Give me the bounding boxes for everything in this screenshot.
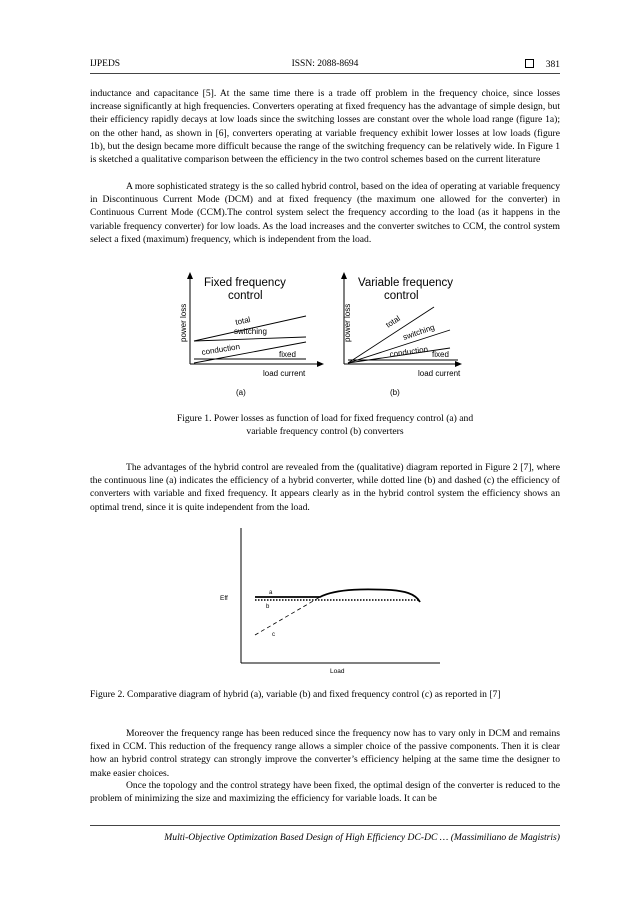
fig1b-xlabel: load current bbox=[418, 369, 461, 378]
fig2-ylabel: Eff bbox=[220, 595, 228, 602]
fig1b-label-total: total bbox=[384, 313, 402, 330]
paragraph-1: inductance and capacitance [5]. At the same time there is a trade off problem in the frequency choice, since losses increase significantly at high frequencies. Converters operating at fixed frequency has the advantage of simple design, but their efficiency rapidly decays at low loads since the switching losses are constant over the whole load range (figure 1a); on the other hand, as shown in [6], converters operating at variable frequency exhibit lower losses at low loads (figure 1b), but the design became more difficult because the range of the switching frequency can be relatively wide. In Figure 1 is sketched a qualitative comparison between the efficiency in the two control schemes based on the current literature bbox=[90, 88, 560, 166]
fig1a-label-fixed: fixed bbox=[279, 350, 296, 359]
paragraph-5: Once the topology and the control strategy have been fixed, the optimal design of the converter is reduced to the problem of minimizing the size and maximizing the efficiency for variable loads. It can be bbox=[90, 780, 560, 805]
figure-2 bbox=[215, 525, 445, 675]
fig1a-ylabel: power loss bbox=[179, 303, 188, 342]
fig1a-sublabel: (a) bbox=[236, 388, 246, 397]
page-number: 381 bbox=[545, 60, 560, 70]
figure-2-caption: Figure 2. Comparative diagram of hybrid (a), variable (b) and fixed frequency control (c) as reported in [7] bbox=[90, 689, 501, 700]
fig1a-label-switching: switching bbox=[234, 327, 267, 336]
fig2-label-a: a bbox=[269, 590, 273, 596]
figure-1-caption bbox=[90, 412, 560, 438]
page-header bbox=[90, 57, 560, 74]
footer-text: Multi-Objective Optimization Based Design of High Efficiency DC-DC … (Massimiliano de Magistris) bbox=[164, 832, 560, 843]
fig1b-title-line1: Variable frequency bbox=[358, 277, 454, 289]
fig1b-title-line2: control bbox=[384, 290, 419, 302]
paragraph-2: A more sophisticated strategy is the so called hybrid control, based on the idea of operating at variable frequency in Discontinuous Current Mode (DCM) and at fixed frequency (the maximum one allowed for the converter) in Continuous Current Mode (CCM).The control system select the frequency according to the load (as it happens in the variable frequency converter) for low loads. As the load increases and the converter switches to CCM, the control system select a fixed (maximum) frequency, which is independent from the load. bbox=[90, 181, 560, 245]
figure-1b bbox=[341, 272, 462, 397]
y-arrow bbox=[187, 272, 193, 279]
fig1a-title-line1: Fixed frequency bbox=[204, 277, 286, 289]
figure-1a bbox=[179, 272, 324, 397]
paragraph-4: Moreover the frequency range has been reduced since the frequency now has to vary only in DCM and remains fixed in CCM. This reduction of the frequency range allows a simpler choice of the passive components. Then it is clear how an hybrid control strategy can strongly improve the converter’s efficiency helping at the same time the designer to make easier choices. bbox=[90, 728, 560, 779]
fig1a-title-line2: control bbox=[228, 290, 263, 302]
fig1a-xlabel: load current bbox=[263, 369, 306, 378]
fig2-xlabel: Load bbox=[330, 668, 345, 675]
fig2-label-c: c bbox=[272, 632, 275, 638]
fig1b-label-conduction: conduction bbox=[389, 344, 429, 359]
fig1b-label-switching: switching bbox=[401, 322, 436, 342]
fig1b-ylabel: power loss bbox=[343, 303, 352, 342]
fig1a-label-total: total bbox=[234, 315, 252, 327]
curve-c-dashed bbox=[255, 597, 320, 635]
figure-1 bbox=[178, 268, 468, 403]
fig2-label-b: b bbox=[266, 604, 270, 610]
figure-1-caption-line2: variable frequency control (b) converters bbox=[246, 426, 404, 437]
y-arrow bbox=[341, 272, 347, 279]
issn: ISSN: 2088-8694 bbox=[291, 59, 359, 69]
x-arrow bbox=[455, 361, 462, 367]
page-number-group bbox=[525, 59, 560, 70]
fig1b-label-fixed: fixed bbox=[432, 350, 449, 359]
journal-name: IJPEDS bbox=[90, 59, 121, 69]
page-footer bbox=[90, 825, 560, 843]
x-arrow bbox=[317, 361, 324, 367]
checkbox-icon bbox=[525, 59, 534, 68]
fig1a-label-conduction: conduction bbox=[200, 342, 241, 357]
paragraph-3: The advantages of the hybrid control are revealed from the (qualitative) diagram reported in Figure 2 [7], where the continuous line (a) indicates the efficiency of a hybrid converter, while dotted line (b) and dashed (c) the efficiency of converters with variable and fixed frequency. It appears clearly as in the hybrid control system the efficiency shows an optimal trend, since it is quite independent from the load. bbox=[90, 462, 560, 513]
fig1b-sublabel: (b) bbox=[390, 388, 400, 397]
figure-1-caption-line1: Figure 1. Power losses as function of load for fixed frequency control (a) and bbox=[176, 413, 474, 424]
